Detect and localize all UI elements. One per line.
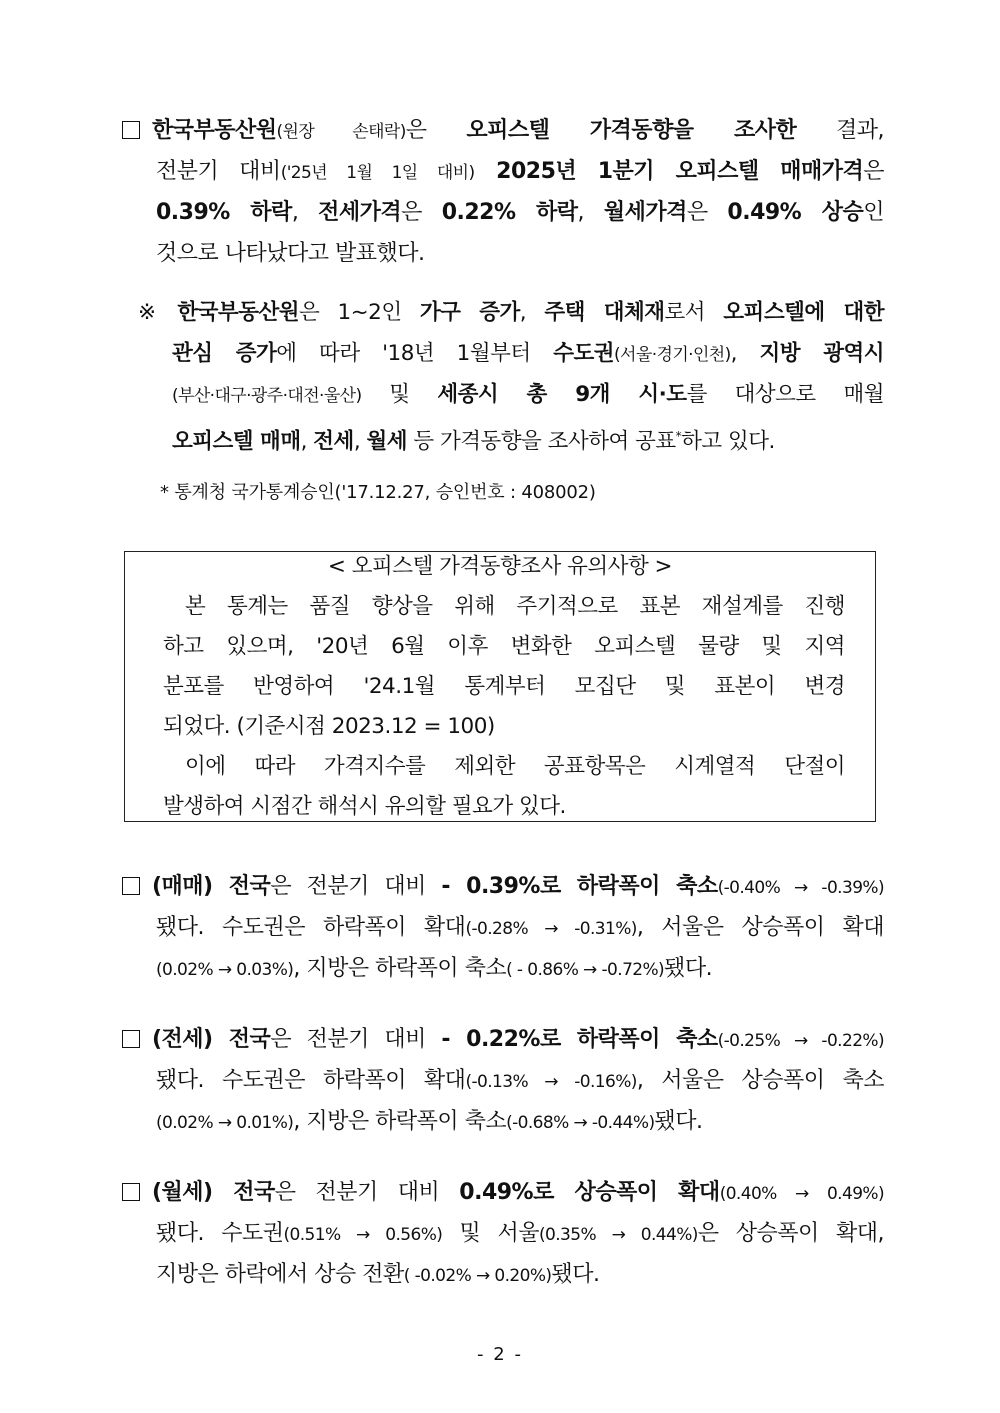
intro-line-2: 전분기 대비('25년 1월 1일 대비) 2025년 1분기 오피스텔 매매가격은 [156, 159, 885, 184]
jeonse-section [122, 1025, 884, 1145]
caution-box [124, 551, 876, 822]
checkbox-square-icon [122, 1183, 140, 1201]
footnote: * 통계청 국가통계승인('17.12.27, 승인번호 : 408002) [160, 482, 596, 503]
caution-title: < 오피스텔 가격동향조사 유의사항 > [327, 554, 673, 579]
page-number: - 2 - [477, 1344, 523, 1365]
sale-line-2: 됐다. 수도권은 하락폭이 확대(-0.28% → -0.31%), 서울은 상승폭이 확대 [156, 915, 884, 940]
caution-line: 본 통계는 품질 향상을 위해 주기적으로 표본 재설계를 진행 [185, 594, 845, 619]
note-line-3: (부산·대구·광주·대전·울산) 및 세종시 총 9개 시·도를 대상으로 매월 [172, 382, 884, 407]
rent-line-1: (월세) 전국은 전분기 대비 0.49%로 상승폭이 확대(0.40% → 0.49%) [122, 1178, 884, 1208]
sale-section [122, 872, 884, 992]
note-line-4: 오피스텔 매매, 전세, 월세 등 가격동향을 조사하여 공표*하고 있다. [172, 429, 775, 455]
sale-line-1: (매매) 전국은 전분기 대비 - 0.39%로 하락폭이 축소(-0.40% → -0.39%) [122, 872, 884, 902]
intro-line-4: 것으로 나타났다고 발표했다. [156, 241, 425, 266]
rent-line-2: 됐다. 수도권(0.51% → 0.56%) 및 서울(0.35% → 0.44%)은 상승폭이 확대, [156, 1221, 885, 1246]
sale-line-3: (0.02% → 0.03%), 지방은 하락폭이 축소( - 0.86% → -0.72%)됐다. [156, 956, 713, 981]
intro-line-1: 한국부동산원(원장 손태락)은 오피스텔 가격동향을 조사한 결과, [122, 116, 884, 146]
jeonse-line-1: (전세) 전국은 전분기 대비 - 0.22%로 하락폭이 축소(-0.25% → -0.22%) [122, 1025, 884, 1055]
jeonse-line-2: 됐다. 수도권은 하락폭이 확대(-0.13% → -0.16%), 서울은 상승폭이 축소 [156, 1068, 884, 1093]
intro-paragraph [122, 116, 884, 276]
checkbox-square-icon [122, 877, 140, 895]
note-line-1: ※ 한국부동산원은 1~2인 가구 증가, 주택 대체재로서 오피스텔에 대한 [138, 300, 885, 325]
caution-line: 발생하여 시점간 해석시 유의할 필요가 있다. [163, 794, 566, 819]
jeonse-line-3: (0.02% → 0.01%), 지방은 하락폭이 축소(-0.68% → -0.44%)됐다. [156, 1109, 703, 1134]
checkbox-square-icon [122, 121, 140, 139]
checkbox-square-icon [122, 1030, 140, 1048]
caution-line: 분포를 반영하여 '24.1월 통계부터 모집단 및 표본이 변경 [163, 674, 845, 699]
rent-section [122, 1178, 884, 1298]
note-line-2: 관심 증가에 따라 '18년 1월부터 수도권(서울·경기·인천), 지방 광역시 [172, 341, 885, 366]
note-paragraph [138, 298, 884, 458]
rent-line-3: 지방은 하락에서 상승 전환( -0.02% → 0.20%)됐다. [156, 1262, 600, 1287]
caution-line: 되었다. (기준시점 2023.12 = 100) [163, 714, 495, 739]
intro-line-3: 0.39% 하락, 전세가격은 0.22% 하락, 월세가격은 0.49% 상승인 [156, 200, 884, 225]
reference-mark-icon: ※ [138, 300, 168, 325]
caution-line: 하고 있으며, '20년 6월 이후 변화한 오피스텔 물량 및 지역 [163, 634, 845, 659]
caution-line: 이에 따라 가격지수를 제외한 공표항목은 시계열적 단절이 [185, 754, 845, 779]
